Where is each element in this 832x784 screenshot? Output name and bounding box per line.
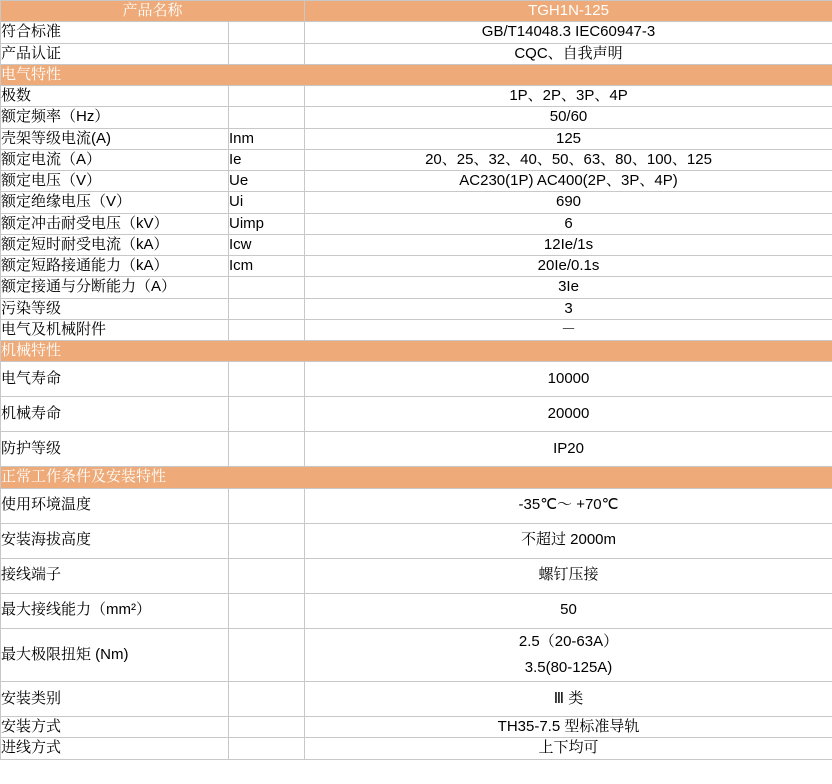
row-value: GB/T14048.3 IEC60947-3 [305, 22, 832, 43]
row-value: -35℃～ +70℃ [305, 488, 832, 523]
row-value: 6 [305, 213, 832, 234]
row-label: 防护等级 [1, 432, 229, 467]
section-row-conditions [1, 467, 832, 488]
section-row-electrical [1, 64, 832, 85]
row-symbol: Uimp [229, 213, 305, 234]
row-label: 最大接线能力（mm²） [1, 593, 229, 628]
row-symbol: Ui [229, 192, 305, 213]
table-row [1, 558, 832, 593]
section-title-conditions: 正常工作条件及安装特性 [1, 467, 832, 488]
table-row-torque [1, 628, 832, 682]
row-label: 极数 [1, 86, 229, 107]
row-label: 壳架等级电流(A) [1, 128, 229, 149]
row-label: 额定电压（V） [1, 171, 229, 192]
row-value: 3Ie [305, 277, 832, 298]
row-label: 污染等级 [1, 298, 229, 319]
row-value: － [305, 319, 832, 340]
row-symbol: Icw [229, 234, 305, 255]
row-symbol [229, 86, 305, 107]
row-symbol: Ue [229, 171, 305, 192]
row-value: 上下均可 [305, 738, 832, 759]
row-value: 20000 [305, 397, 832, 432]
row-value: 螺钉压接 [305, 558, 832, 593]
row-value: 20、25、32、40、50、63、80、100、125 [305, 149, 832, 170]
row-value: 20Ie/0.1s [305, 256, 832, 277]
row-value: IP20 [305, 432, 832, 467]
table-row [1, 523, 832, 558]
row-label: 安装方式 [1, 717, 229, 738]
table-row [1, 171, 832, 192]
row-symbol [229, 738, 305, 759]
table-row [1, 738, 832, 759]
row-label: 符合标准 [1, 22, 229, 43]
row-value: 10000 [305, 362, 832, 397]
row-value-group [305, 628, 832, 682]
row-value: CQC、自我声明 [305, 43, 832, 64]
row-value: 125 [305, 128, 832, 149]
table-row [1, 192, 832, 213]
row-value: TH35-7.5 型标准导轨 [305, 717, 832, 738]
row-label: 额定绝缘电压（V） [1, 192, 229, 213]
table-row [1, 213, 832, 234]
product-name-value: TGH1N-125 [305, 1, 832, 22]
row-value-line: 3.5(80-125A) [524, 658, 613, 676]
section-row-mechanical [1, 341, 832, 362]
row-label: 最大极限扭矩 (Nm) [1, 628, 229, 682]
row-symbol [229, 717, 305, 738]
section-title-electrical: 电气特性 [1, 64, 832, 85]
table-row [1, 22, 832, 43]
table-row [1, 717, 832, 738]
table-row [1, 43, 832, 64]
product-name-label: 产品名称 [1, 1, 305, 22]
row-value: 50 [305, 593, 832, 628]
table-row [1, 86, 832, 107]
table-row [1, 107, 832, 128]
table-row [1, 319, 832, 340]
row-symbol: Ie [229, 149, 305, 170]
row-value: 50/60 [305, 107, 832, 128]
row-label: 安装海拔高度 [1, 523, 229, 558]
row-symbol [229, 593, 305, 628]
table-row [1, 488, 832, 523]
row-symbol [229, 488, 305, 523]
row-symbol [229, 397, 305, 432]
row-label: 额定电流（A） [1, 149, 229, 170]
row-symbol: Icm [229, 256, 305, 277]
table-row [1, 397, 832, 432]
row-label: 使用环境温度 [1, 488, 229, 523]
row-symbol [229, 628, 305, 682]
row-symbol [229, 432, 305, 467]
row-label: 电气及机械附件 [1, 319, 229, 340]
table-row [1, 432, 832, 467]
row-label: 安装类别 [1, 682, 229, 717]
table-row [1, 149, 832, 170]
row-value-line: 2.5（20-63A） [518, 632, 619, 650]
row-label: 产品认证 [1, 43, 229, 64]
row-symbol [229, 277, 305, 298]
row-label: 额定接通与分断能力（A） [1, 277, 229, 298]
row-symbol [229, 362, 305, 397]
row-symbol [229, 107, 305, 128]
row-symbol [229, 682, 305, 717]
table-row [1, 362, 832, 397]
row-symbol: Inm [229, 128, 305, 149]
row-symbol [229, 523, 305, 558]
table-row [1, 234, 832, 255]
row-label: 额定短路接通能力（kA） [1, 256, 229, 277]
table-title-row [1, 1, 832, 22]
row-label: 电气寿命 [1, 362, 229, 397]
table-row [1, 277, 832, 298]
row-label: 进线方式 [1, 738, 229, 759]
row-value: 690 [305, 192, 832, 213]
section-title-mechanical: 机械特性 [1, 341, 832, 362]
row-label: 接线端子 [1, 558, 229, 593]
table-row [1, 682, 832, 717]
row-value: 12Ie/1s [305, 234, 832, 255]
row-symbol [229, 319, 305, 340]
row-value: 1P、2P、3P、4P [305, 86, 832, 107]
row-symbol [229, 22, 305, 43]
row-label: 额定短时耐受电流（kA） [1, 234, 229, 255]
row-value: AC230(1P) AC400(2P、3P、4P) [305, 171, 832, 192]
row-label: 额定频率（Hz） [1, 107, 229, 128]
row-label: 机械寿命 [1, 397, 229, 432]
row-symbol [229, 43, 305, 64]
table-row [1, 298, 832, 319]
row-value: 不超过 2000m [305, 523, 832, 558]
row-value: Ⅲ 类 [305, 682, 832, 717]
row-value: 3 [305, 298, 832, 319]
row-symbol [229, 298, 305, 319]
table-row [1, 256, 832, 277]
row-symbol [229, 558, 305, 593]
table-row [1, 593, 832, 628]
table-row [1, 128, 832, 149]
row-label: 额定冲击耐受电压（kV） [1, 213, 229, 234]
